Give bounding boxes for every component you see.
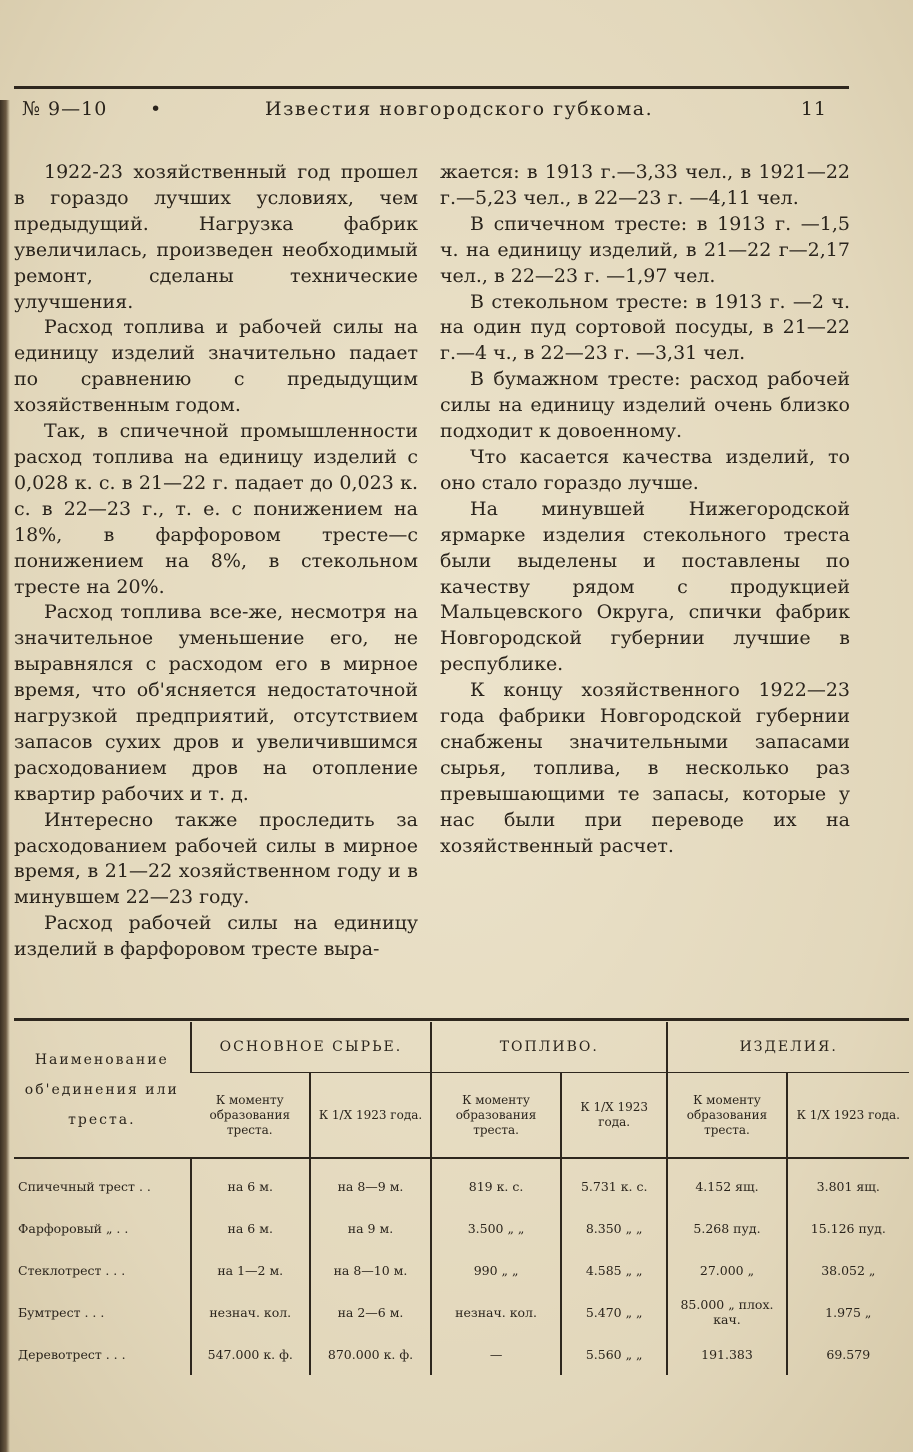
table-cell: 4.152 ящ.: [667, 1165, 786, 1207]
table-cell: 819 к. с.: [431, 1165, 561, 1207]
paragraph: Расход рабочей силы на единицу изделий в фарфоровом тресте выра-: [14, 912, 418, 961]
table-row: [14, 1291, 909, 1333]
subheader-oct-1923: К 1/X 1923 года.: [561, 1073, 667, 1159]
table-cell: на 6 м.: [191, 1165, 310, 1207]
trust-name: Фарфоровый „ . .: [18, 1220, 129, 1236]
table-cell: незнач. кол.: [191, 1291, 310, 1333]
table-cell: 3.500 „ „: [431, 1207, 561, 1249]
paragraph: Интересно также проследить за расходованием рабочей силы в мирное время, в 21—22 хозяйственном году и в минувшем 22—23 году.: [14, 808, 418, 909]
table-cell: на 1—2 м.: [191, 1249, 310, 1291]
table-row: [14, 1333, 909, 1375]
page-header: [22, 98, 827, 126]
trust-name: Стеклотрест . . .: [18, 1262, 126, 1278]
table-cell: 5.560 „ „: [561, 1333, 667, 1375]
table-row: [14, 1165, 909, 1207]
trust-name: Бумтрест . . .: [18, 1304, 105, 1320]
table-cell: на 8—9 м.: [310, 1165, 431, 1207]
subheader-oct-1923: К 1/X 1923 года.: [310, 1073, 431, 1159]
table-cell: на 9 м.: [310, 1207, 431, 1249]
table-header-name: Наименование об'единения или треста.: [14, 1022, 191, 1158]
table-cell: на 8—10 м.: [310, 1249, 431, 1291]
paragraph: В спичечном тресте: в 1913 г. —1,5 ч. на единицу изделий, в 21—22 г—2,17 чел., в 22—23 г. —1,97 чел.: [440, 212, 850, 287]
table-cell: 1.975 „: [787, 1291, 909, 1333]
binding-shadow: [0, 100, 10, 1452]
table-cell: 5.470 „ „: [561, 1291, 667, 1333]
statistics-table: [14, 1022, 909, 1375]
paragraph: К концу хозяйственного 1922—23 года фабрики Новгородской губернии снабжены значительными запасами сырья, топлива, в несколько раз превышающими те запасы, которые у нас были при переводе их на хозяйственный расчет.: [440, 679, 850, 857]
table-header-products: ИЗДЕЛИЯ.: [667, 1022, 909, 1073]
table-header-raw-materials: ОСНОВНОЕ СЫРЬЕ.: [191, 1022, 432, 1073]
paragraph: Расход топлива и рабочей силы на единицу изделий значительно падает по сравнению с предыдущим хозяйственным годом.: [14, 316, 418, 417]
table-cell: 191.383: [667, 1333, 786, 1375]
table-row: [14, 1207, 909, 1249]
paragraph: В стекольном тресте: в 1913 г. —2 ч. на один пуд сортовой посуды, в 21—22 г.—4 ч., в 22—23 г. —3,31 чел.: [440, 290, 850, 365]
paragraph: Так, в спичечной промышленности расход топлива на единицу изделий с 0,028 к. с. в 21—22 г. падает до 0,023 к. с. в 22—23 г., т. е. с понижением на 18%, в фарфоровом тресте—с понижением на 8%, в стекольном тресте на 20%.: [14, 420, 418, 598]
table-cell: 38.052 „: [787, 1249, 909, 1291]
table-cell: 8.350 „ „: [561, 1207, 667, 1249]
header-rule: [14, 86, 849, 89]
table-cell: 27.000 „: [667, 1249, 786, 1291]
table-top-rule: [14, 1018, 909, 1021]
table-cell: 69.579: [787, 1333, 909, 1375]
table-row: [14, 1249, 909, 1291]
header-bullet: •: [150, 98, 163, 120]
paragraph: Что касается качества изделий, то оно стало гораздо лучше.: [440, 445, 850, 494]
left-column: [14, 160, 418, 963]
table-cell: 5.268 пуд.: [667, 1207, 786, 1249]
table-header-separator: [14, 1158, 909, 1165]
table-header-fuel: ТОПЛИВО.: [431, 1022, 667, 1073]
paragraph: На минувшей Нижегородской ярмарке изделия стекольного треста были выделены и поставлены по качеству рядом с продукцией Мальцевского Округа, спички фабрик Новгородской губернии лучшие в республике.: [440, 497, 850, 676]
subheader-at-founding: К моменту образования треста.: [209, 1092, 291, 1137]
table-cell: 5.731 к. с.: [561, 1165, 667, 1207]
issue-number: № 9—10: [22, 98, 108, 120]
table-cell: 85.000 „ плох. кач.: [667, 1291, 786, 1333]
subheader-at-founding: К моменту образования треста.: [431, 1073, 561, 1159]
table-cell: 4.585 „ „: [561, 1249, 667, 1291]
paragraph: жается: в 1913 г.—3,33 чел., в 1921—22 г.—5,23 чел., в 22—23 г. —4,11 чел.: [440, 161, 850, 209]
table-cell: 990 „ „: [431, 1249, 561, 1291]
paragraph: Расход топлива все-же, несмотря на значительное уменьшение его, не выравнялся с расходом его в мирное время, что об'ясняется недостаточной нагрузкой предприятий, отсутствием запасов сухих дров и увеличившимся расходованием дров на отопление квартир рабочих и т. д.: [14, 601, 418, 805]
table-cell: 3.801 ящ.: [787, 1165, 909, 1207]
table-cell: —: [431, 1333, 561, 1375]
trust-name: Спичечный трест . .: [18, 1178, 151, 1194]
table-cell: 870.000 к. ф.: [310, 1333, 431, 1375]
subheader-oct-1923: К 1/X 1923 года.: [787, 1073, 909, 1159]
table-cell: 15.126 пуд.: [787, 1207, 909, 1249]
trust-name: Деревотрест . . .: [18, 1346, 126, 1362]
table-cell: 547.000 к. ф.: [191, 1333, 310, 1375]
table-cell: незнач. кол.: [431, 1291, 561, 1333]
table-cell: на 6 м.: [191, 1207, 310, 1249]
paragraph: В бумажном тресте: расход рабочей силы на единицу изделий очень близко подходит к довоенному.: [440, 368, 850, 443]
table-cell: на 2—6 м.: [310, 1291, 431, 1333]
right-column: [440, 160, 850, 859]
page-number: 11: [800, 98, 827, 120]
journal-title: Известия новгородского губкома.: [265, 98, 654, 120]
subheader-at-founding: К моменту образования треста.: [667, 1073, 786, 1159]
paragraph: 1922-23 хозяйственный год прошел в гораздо лучших условиях, чем предыдущий. Нагрузка фабрик увеличилась, произведен необходимый ремонт, сделаны технические улучшения.: [14, 161, 418, 313]
